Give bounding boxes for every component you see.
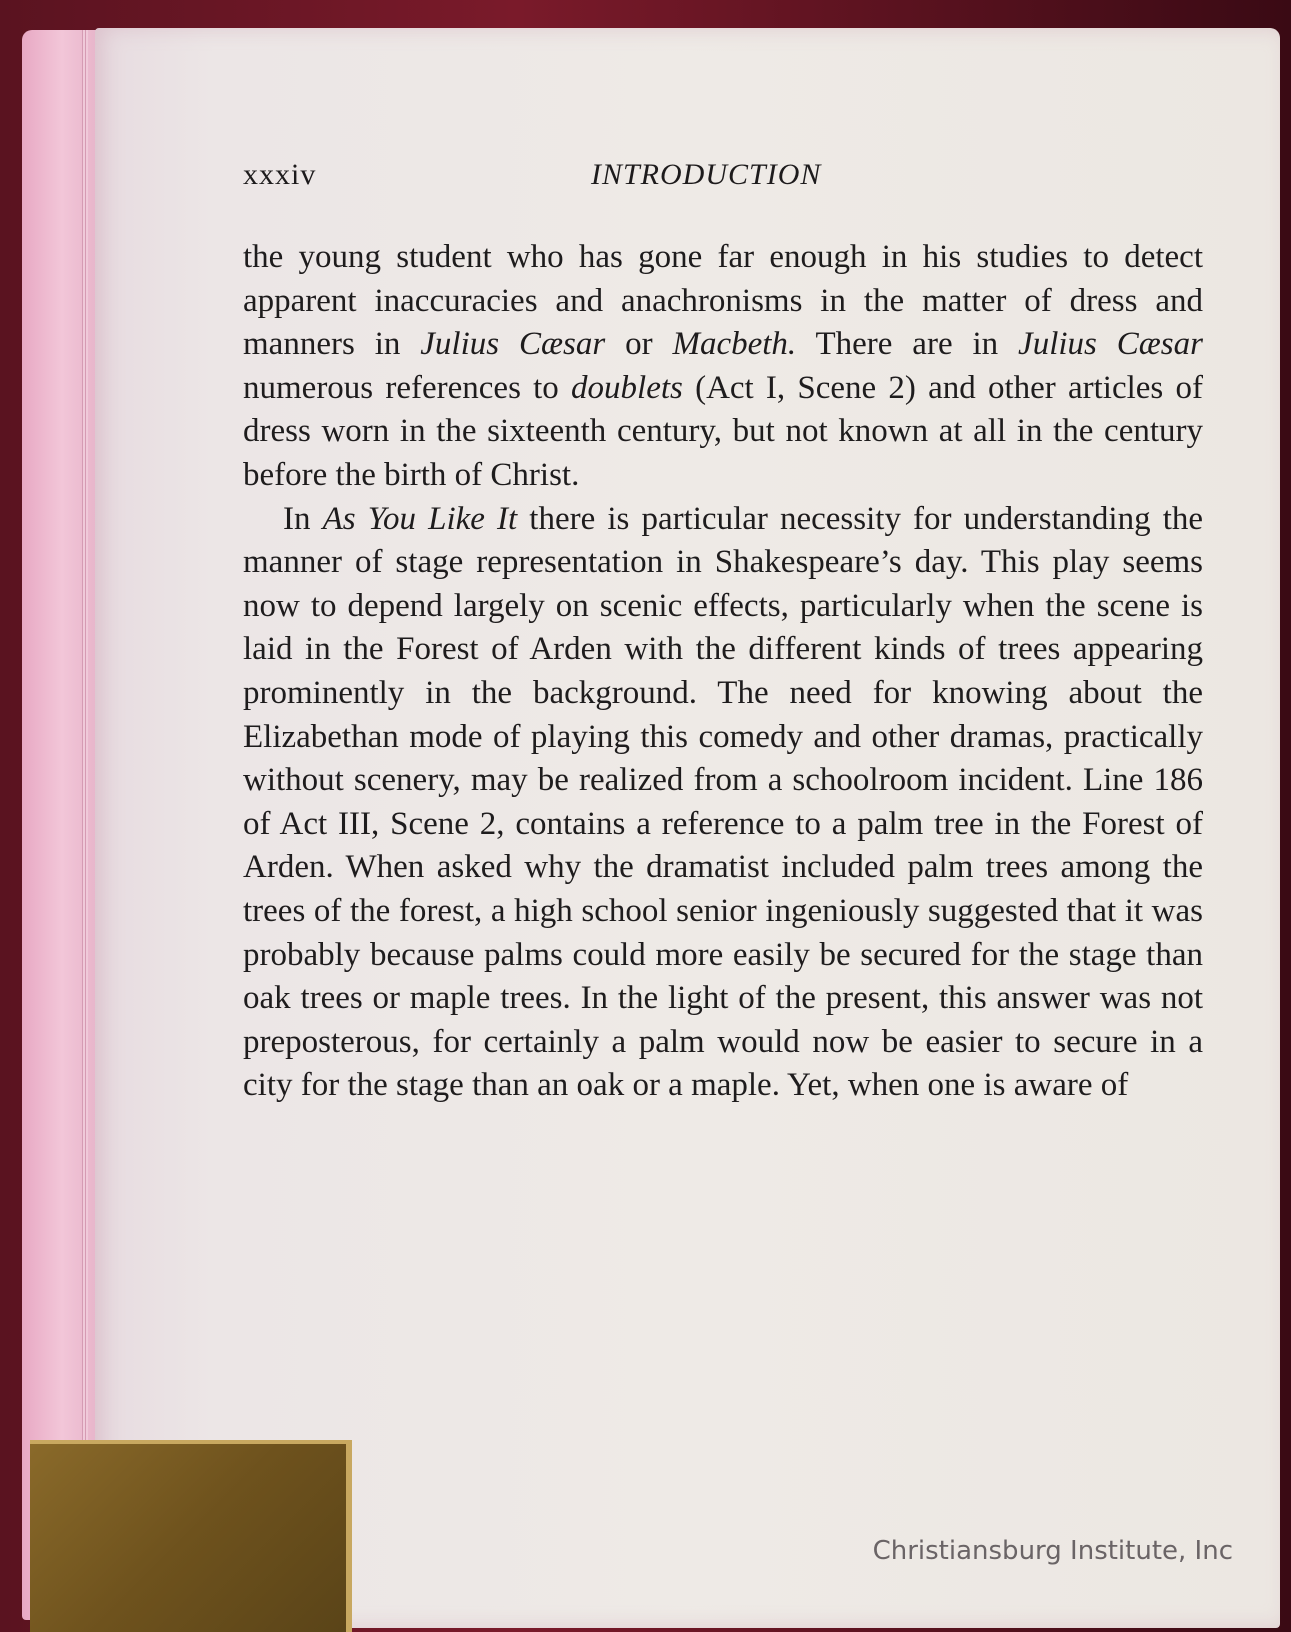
watermark: Christiansburg Institute, Inc: [872, 1536, 1233, 1566]
gold-tab: [30, 1440, 352, 1632]
text-run: the young student who has gone far enough in his studies to detect apparent inaccuracies and anachronisms in the matter of dress and manners in: [243, 239, 1203, 363]
paragraph-2: [243, 498, 1203, 1108]
text-run: In: [283, 500, 323, 537]
running-head: INTRODUCTION: [591, 158, 822, 191]
text-run: There are in: [796, 326, 1019, 363]
italic-term: doublets: [571, 369, 683, 406]
paragraph-1: [243, 236, 1203, 498]
body-text: [243, 236, 1203, 1108]
text-run: there is particular necessity for understanding the manner of stage representation in Shakespeare’s day. This play seems now to depend largely on scenic effects, particularly when the scene is laid in the Forest of Arden with the different kinds of trees appearing prominently in the background. The need for knowing about the Elizabethan mode of playing this comedy and other dramas, practically without scenery, may be realized from a schoolroom incident. Line 186 of Act III, Scene 2, contains a reference to a palm tree in the Forest of Arden. When asked why the dramatist included palm trees among the trees of the forest, a high school senior ingeniously suggested that it was probably because palms could more easily be secured for the stage than oak trees or maple trees. In the light of the present, this answer was not preposterous, for certainly a palm would now be easier to secure in a city for the stage than an oak or a maple. Yet, when one is aware of: [243, 500, 1204, 1104]
italic-title: Julius Cæsar: [420, 326, 606, 363]
page-number: xxxiv: [243, 158, 317, 191]
italic-title: Julius Cæsar: [1018, 326, 1203, 363]
text-run: (Act I, Scene 2) and other articles of dress worn in the sixteenth century, but not known at all in the century before the birth of Christ.: [243, 369, 1203, 493]
text-run: numerous references to: [243, 369, 572, 406]
page-header: [243, 158, 1203, 198]
italic-title: Macbeth.: [672, 326, 797, 363]
text-run: or: [605, 326, 673, 363]
italic-title: As You Like It: [322, 500, 518, 537]
